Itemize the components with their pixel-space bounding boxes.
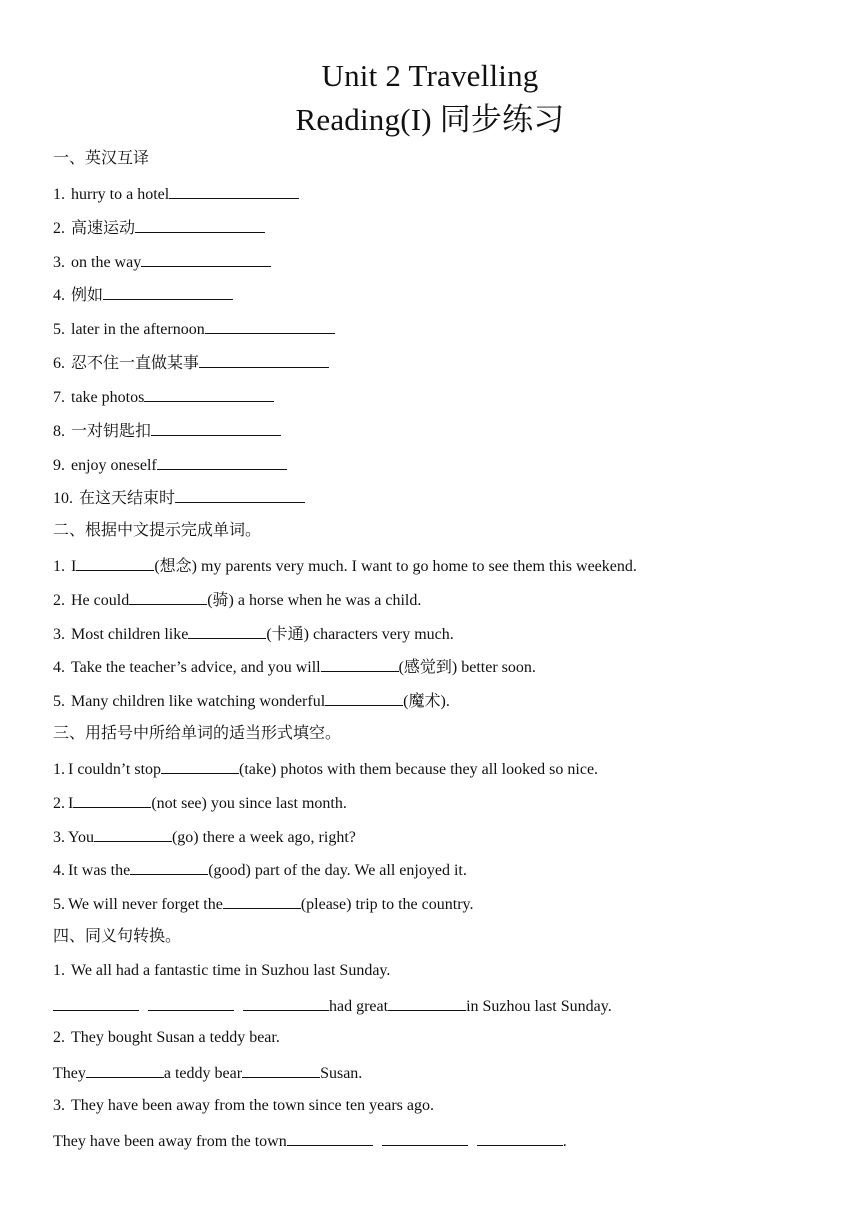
answer-blank[interactable] [205,318,335,334]
answer-text-start: They have been away from the town [53,1133,287,1150]
answer-text-end: in Suzhou last Sunday. [466,998,612,1015]
item-text-before: Take the teacher’s advice, and you will [71,659,321,676]
exercise-item [53,555,637,577]
exercise-item [53,859,467,881]
answer-blank[interactable] [129,589,207,605]
exercise-item [53,251,271,273]
item-number: 10. [53,490,73,507]
page-title: Unit 2 Travelling [321,58,539,93]
answer-blank[interactable] [144,386,274,402]
answer-blank[interactable] [161,758,239,774]
item-number: 9. [53,457,65,474]
item-text-before: You [68,829,94,846]
item-text-before: I [71,558,77,575]
item-text: They have been away from the town since ten years ago. [71,1097,434,1114]
answer-blank[interactable] [94,826,172,842]
answer-blank[interactable] [287,1130,373,1146]
item-text-before: I couldn’t stop [68,761,162,778]
item-number: 3. [53,829,65,846]
item-number: 1. [53,761,65,778]
section-heading-1: 一、英汉互译 [53,150,150,167]
answer-blank[interactable] [130,859,208,875]
item-number: 1. [53,558,65,575]
item-text: They bought Susan a teddy bear. [71,1029,280,1046]
answer-blank[interactable] [382,1130,468,1146]
answer-line [53,995,612,1017]
item-text-after: (卡通) characters very much. [266,626,454,643]
item-text: 高速运动 [71,220,136,237]
exercise-item [53,893,474,915]
answer-blank[interactable] [242,1062,320,1078]
exercise-item [53,454,287,476]
item-text: hurry to a hotel [71,186,170,203]
answer-blank[interactable] [243,995,329,1011]
item-text: on the way [71,254,142,271]
answer-line [53,1062,362,1084]
item-text: enjoy oneself [71,457,157,474]
answer-blank[interactable] [103,284,233,300]
item-number: 5. [53,896,65,913]
exercise-item [53,318,335,340]
item-number: 4. [53,862,65,879]
item-text: 例如 [71,287,104,304]
section-heading-2: 二、根据中文提示完成单词。 [53,522,262,539]
page-subtitle: Reading(I) 同步练习 [295,102,565,137]
answer-text-mid: a teddy bear [163,1065,243,1082]
answer-blank[interactable] [151,420,281,436]
answer-blank[interactable] [325,690,403,706]
item-text-before: It was the [68,862,131,879]
item-text: 一对钥匙扣 [71,423,152,440]
item-text-after: (骑) a horse when he was a child. [207,592,422,609]
exercise-item [53,352,329,374]
exercise-item [53,217,265,239]
item-text-after: (not see) you since last month. [151,795,347,812]
item-number: 1. [53,186,65,203]
answer-text-end: Susan. [320,1065,363,1082]
exercise-item [53,1096,434,1116]
answer-blank[interactable] [321,656,399,672]
item-number: 8. [53,423,65,440]
exercise-item [53,961,390,981]
item-number: 2. [53,592,65,609]
answer-blank[interactable] [199,352,329,368]
answer-blank[interactable] [86,1062,164,1078]
item-number: 5. [53,693,65,710]
item-number: 5. [53,321,65,338]
item-text-after: (go) there a week ago, right? [171,829,356,846]
item-text: 忍不住一直做某事 [71,355,200,372]
exercise-item [53,589,421,611]
exercise-item [53,758,598,780]
answer-blank[interactable] [223,893,301,909]
item-text: later in the afternoon [71,321,205,338]
item-text-before: Many children like watching wonderful [71,693,326,710]
section-heading-3: 三、用括号中所给单词的适当形式填空。 [53,725,342,742]
item-text-after: (take) photos with them because they all looked so nice. [239,761,599,778]
item-number: 6. [53,355,65,372]
item-number: 2. [53,1029,65,1046]
answer-blank[interactable] [73,792,151,808]
item-text-before: We will never forget the [68,896,223,913]
answer-blank[interactable] [175,487,305,503]
exercise-item [53,487,305,509]
answer-blank[interactable] [76,555,154,571]
item-text-after: (魔术). [403,693,450,710]
exercise-item [53,826,356,848]
item-text: 在这天结束时 [79,490,176,507]
exercise-item [53,623,454,645]
answer-blank[interactable] [477,1130,563,1146]
section-heading-4: 四、同义句转换。 [53,928,182,945]
answer-blank[interactable] [148,995,234,1011]
exercise-item [53,690,450,712]
answer-blank[interactable] [169,183,299,199]
item-text-before: Most children like [71,626,189,643]
item-number: 2. [53,220,65,237]
answer-text-start: They [53,1065,86,1082]
item-text-after: (想念) my parents very much. I want to go home to see them this weekend. [154,558,637,575]
answer-blank[interactable] [135,217,265,233]
exercise-item [53,183,299,205]
exercise-item [53,792,347,814]
item-number: 7. [53,389,65,406]
item-text-after: (good) part of the day. We all enjoyed it. [208,862,467,879]
item-text-after: (感觉到) better soon. [398,659,536,676]
item-number: 2. [53,795,65,812]
item-text: We all had a fantastic time in Suzhou last Sunday. [71,962,391,979]
item-number: 1. [53,962,65,979]
answer-blank[interactable] [157,454,287,470]
item-text-after: (please) trip to the country. [300,896,474,913]
item-text: take photos [71,389,145,406]
answer-blank[interactable] [141,251,271,267]
exercise-item [53,1028,280,1048]
item-text-before: I [68,795,74,812]
item-number: 4. [53,287,65,304]
answer-blank[interactable] [188,623,266,639]
answer-text-mid: had great [329,998,389,1015]
item-number: 3. [53,1097,65,1114]
answer-text-end: . [562,1133,567,1150]
exercise-item [53,656,536,678]
item-number: 3. [53,254,65,271]
exercise-item [53,420,281,442]
item-number: 3. [53,626,65,643]
item-text-before: He could [71,592,130,609]
exercise-item [53,284,233,306]
item-number: 4. [53,659,65,676]
exercise-item [53,386,274,408]
answer-line [53,1130,567,1152]
answer-blank[interactable] [53,995,139,1011]
answer-blank[interactable] [388,995,466,1011]
